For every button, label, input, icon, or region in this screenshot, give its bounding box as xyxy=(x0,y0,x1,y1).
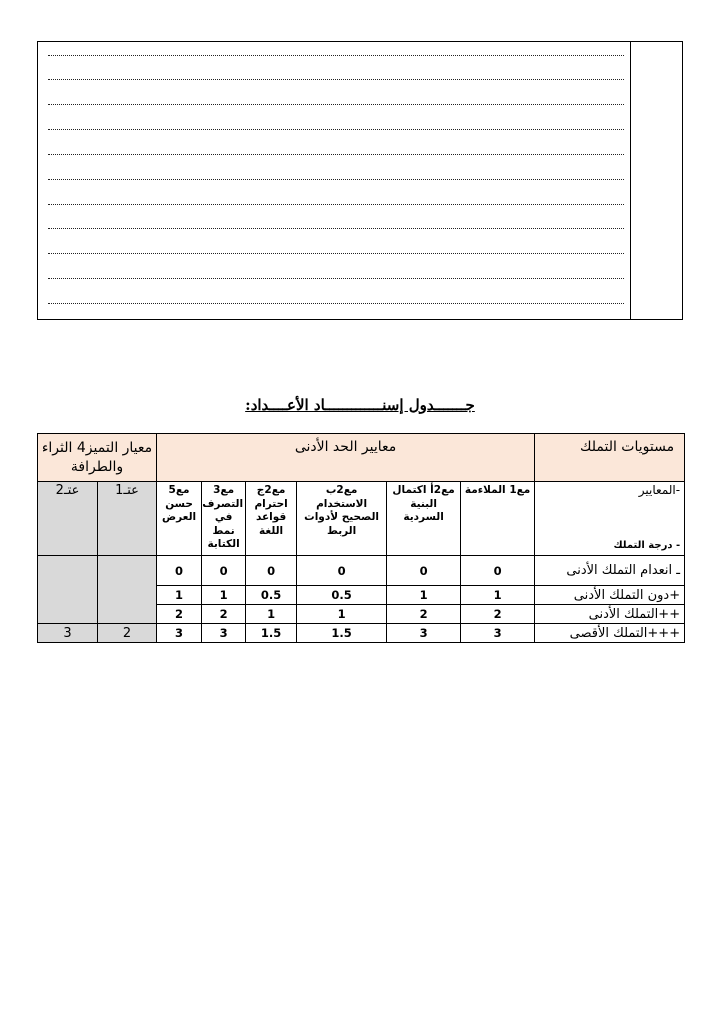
corner-cell xyxy=(535,482,685,556)
mastery-degree-label: - درجة التملك xyxy=(613,539,681,551)
dotted-line xyxy=(48,253,624,254)
margin-divider xyxy=(630,42,631,319)
dotted-line xyxy=(48,204,624,205)
dotted-lines xyxy=(48,42,624,319)
level-name: +دون التملك الأدنى xyxy=(535,586,685,605)
criteria-label: -المعايير xyxy=(638,483,681,497)
score-cell: 1 xyxy=(202,586,246,605)
dotted-line xyxy=(48,79,624,80)
writing-area[interactable] xyxy=(37,41,683,320)
score-cell: 1 xyxy=(157,586,202,605)
score-cell: 0 xyxy=(246,556,297,586)
criterion-header: مع3 التصرف في نمط الكتابة xyxy=(202,482,246,556)
dotted-line xyxy=(48,154,624,155)
criterion-header: مع2ج احترام قواعد اللغة xyxy=(246,482,297,556)
excellence-score-cell: 3 xyxy=(38,624,98,643)
score-cell: 0 xyxy=(387,556,461,586)
score-cell: 0.5 xyxy=(246,586,297,605)
score-cell: 3 xyxy=(157,624,202,643)
score-cell: 3 xyxy=(387,624,461,643)
score-cell: 1 xyxy=(387,586,461,605)
score-cell: 1.5 xyxy=(246,624,297,643)
dotted-line xyxy=(48,228,624,229)
level-name: ـ انعدام التملك الأدنى xyxy=(535,556,685,586)
table-row xyxy=(38,624,685,643)
excellence-score-cell: 2 xyxy=(98,624,157,643)
table-title: جـــــــدول إسنـــــــــــــاد الأعــــداد: xyxy=(245,396,475,414)
minimum-criteria-header: معايير الحد الأدنى xyxy=(157,434,535,482)
score-cell: 1 xyxy=(297,605,387,624)
score-cell: 1 xyxy=(461,586,535,605)
criterion-header: مع1 الملاءمة xyxy=(461,482,535,556)
table-row xyxy=(38,556,685,586)
levels-header: مستويات التملك xyxy=(535,434,685,482)
level-name: ++التملك الأدنى xyxy=(535,605,685,624)
score-cell: 0 xyxy=(461,556,535,586)
score-cell: 2 xyxy=(202,605,246,624)
dotted-line xyxy=(48,278,624,279)
dotted-line xyxy=(48,104,624,105)
excellence-header: معيار التميز4 الثراء والطرافة xyxy=(38,434,157,482)
dotted-line xyxy=(48,55,624,56)
level-name: +++التملك الأقصى xyxy=(535,624,685,643)
excellence-criterion-header: عتـ1 xyxy=(98,482,157,556)
dotted-line xyxy=(48,179,624,180)
score-cell: 2 xyxy=(461,605,535,624)
score-cell: 3 xyxy=(202,624,246,643)
dotted-line xyxy=(48,303,624,304)
score-cell: 2 xyxy=(157,605,202,624)
score-cell: 0.5 xyxy=(297,586,387,605)
excellence-criterion-header: عتـ2 xyxy=(38,482,98,556)
excellence-blank-cell xyxy=(38,556,98,624)
score-cell: 1 xyxy=(246,605,297,624)
criterion-header: مع5 حسن العرض xyxy=(157,482,202,556)
criterion-header: مع2ب الاستخدام الصحيح لأدوات الربط xyxy=(297,482,387,556)
score-cell: 3 xyxy=(461,624,535,643)
dotted-line xyxy=(48,129,624,130)
score-cell: 0 xyxy=(202,556,246,586)
score-cell: 2 xyxy=(387,605,461,624)
score-cell: 0 xyxy=(297,556,387,586)
score-cell: 0 xyxy=(157,556,202,586)
grades-table xyxy=(37,433,685,643)
score-cell: 1.5 xyxy=(297,624,387,643)
criterion-header: مع2أ اكتمال البنية السردية xyxy=(387,482,461,556)
excellence-blank-cell xyxy=(98,556,157,624)
